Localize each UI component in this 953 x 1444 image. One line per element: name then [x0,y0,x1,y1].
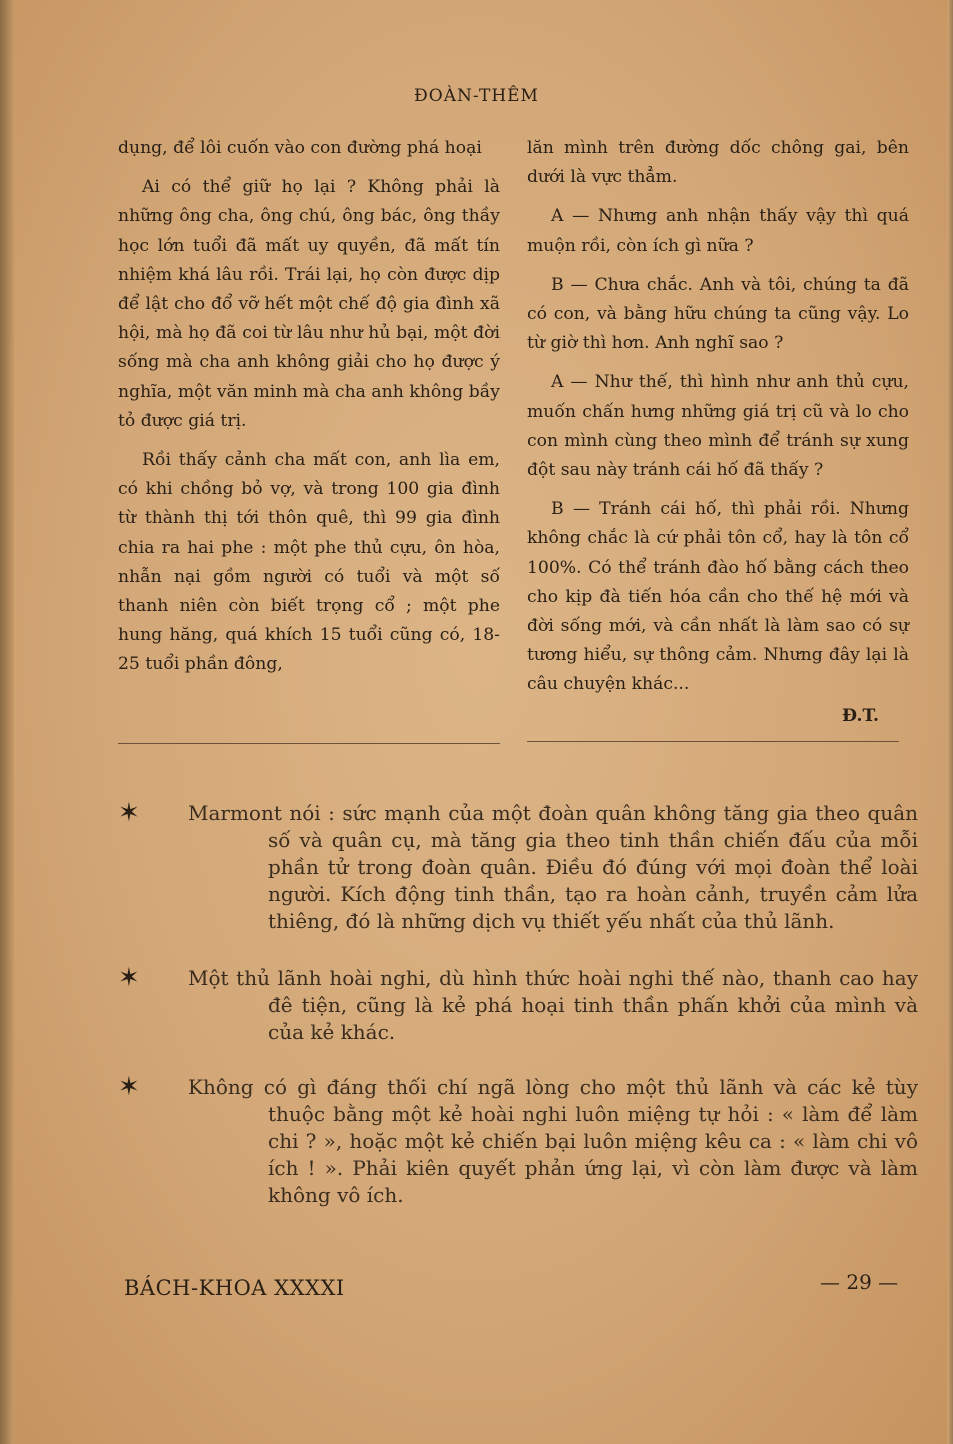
star-bullet-icon: ✶ [118,963,140,993]
note-text: Không có gì đáng thối chí ngã lòng cho một thủ lãnh và các kẻ tùy thuộc bằng một kẻ hoài nghi luôn miệng tự hỏi : « làm để làm chi ? », hoặc một kẻ chiến bại luôn miệng kêu ca : « làm chi vô ích ! ». Phải kiên quyết phản ứng lại, vì còn làm được và làm không vô ích. [188,1075,918,1207]
publication-name: BÁCH-KHOA XXXXI [124,1276,345,1300]
author-signature: Đ.T. [842,705,879,726]
note-item [118,1074,918,1209]
section-divider [118,743,500,744]
paragraph: lăn mình trên đường dốc chông gai, bên dưới là vực thẳm. [527,138,909,188]
note-text: Một thủ lãnh hoài nghi, dù hình thức hoài nghi thế nào, thanh cao hay đê tiện, cũng là kẻ phá hoại tinh thần phấn khởi của mình và của kẻ khác. [188,966,918,1044]
star-bullet-icon: ✶ [118,1072,140,1102]
dialogue-line: A — Nhưng anh nhận thấy vậy thì quá muộn rồi, còn ích gì nữa ? [527,206,909,256]
paragraph: dụng, để lôi cuốn vào con đường phá hoại [118,138,482,158]
page-edge-shadow [0,0,14,1444]
page-edge-right [947,0,953,1444]
note-item [118,800,918,935]
right-column [527,134,909,731]
paragraph: Rồi thấy cảnh cha mất con, anh lìa em, có khi chồng bỏ vợ, và trong 100 gia đình từ thành thị tới thôn quê, thì 99 gia đình chia ra hai phe : một phe thủ cựu, ôn hòa, nhẫn nại gồm người có tuổi và một số thanh niên còn biết trọng cổ ; một phe hung hăng, quá khích 15 tuổi cũng có, 18-25 tuổi phần đông, [118,450,500,675]
dialogue-line: A — Như thế, thì hình như anh thủ cựu, muốn chấn hưng những giá trị cũ và lo cho con mình cùng theo mình để tránh sự xung đột sau này tránh cái hố đã thấy ? [527,372,909,481]
left-column [118,134,500,680]
running-header: ĐOÀN-THÊM [414,86,539,106]
paragraph: Ai có thể giữ họ lại ? Không phải là những ông cha, ông chú, ông bác, ông thầy học lớn tuổi đã mất uy quyền, đã mất tín nhiệm khá lâu rồi. Trái lại, họ còn được dịp để lật cho đổ vỡ hết một chế độ gia đình xã hội, mà họ đã coi từ lâu như hủ bại, một đời sống mà cha anh không giải cho họ được ý nghĩa, một văn minh mà cha anh không bầy tỏ được giá trị. [118,177,500,431]
section-divider [527,741,899,742]
star-bullet-icon: ✶ [118,798,140,828]
notes-section [118,800,918,1237]
dialogue-line: B — Chưa chắc. Anh và tôi, chúng ta đã có con, và bằng hữu chúng ta cũng vậy. Lo từ giờ thì hơn. Anh nghĩ sao ? [527,274,909,354]
note-item [118,965,918,1046]
page-number: — 29 — [820,1270,899,1294]
note-text: Marmont nói : sức mạnh của một đoàn quân không tăng gia theo quân số và quân cụ, mà tăng gia theo tinh thần chiến đấu của mỗi phần tử trong đoàn quân. Điều đó đúng với mọi đoàn thể loài người. Kích động tinh thần, tạo ra hoàn cảnh, truyền cảm lửa thiêng, đó là những dịch vụ thiết yếu nhất của thủ lãnh. [188,801,918,933]
dialogue-line: B — Tránh cái hố, thì phải rồi. Nhưng không chắc là cứ phải tôn cổ, hay là tôn cổ 100%. Có thể tránh đào hố bằng cách theo cho kịp đà tiến hóa cần cho thế hệ mới và đời sống mới, và cần nhất là làm sao có sự tương hiểu, sự thông cảm. Nhưng đây lại là câu chuyện khác... [527,499,909,695]
